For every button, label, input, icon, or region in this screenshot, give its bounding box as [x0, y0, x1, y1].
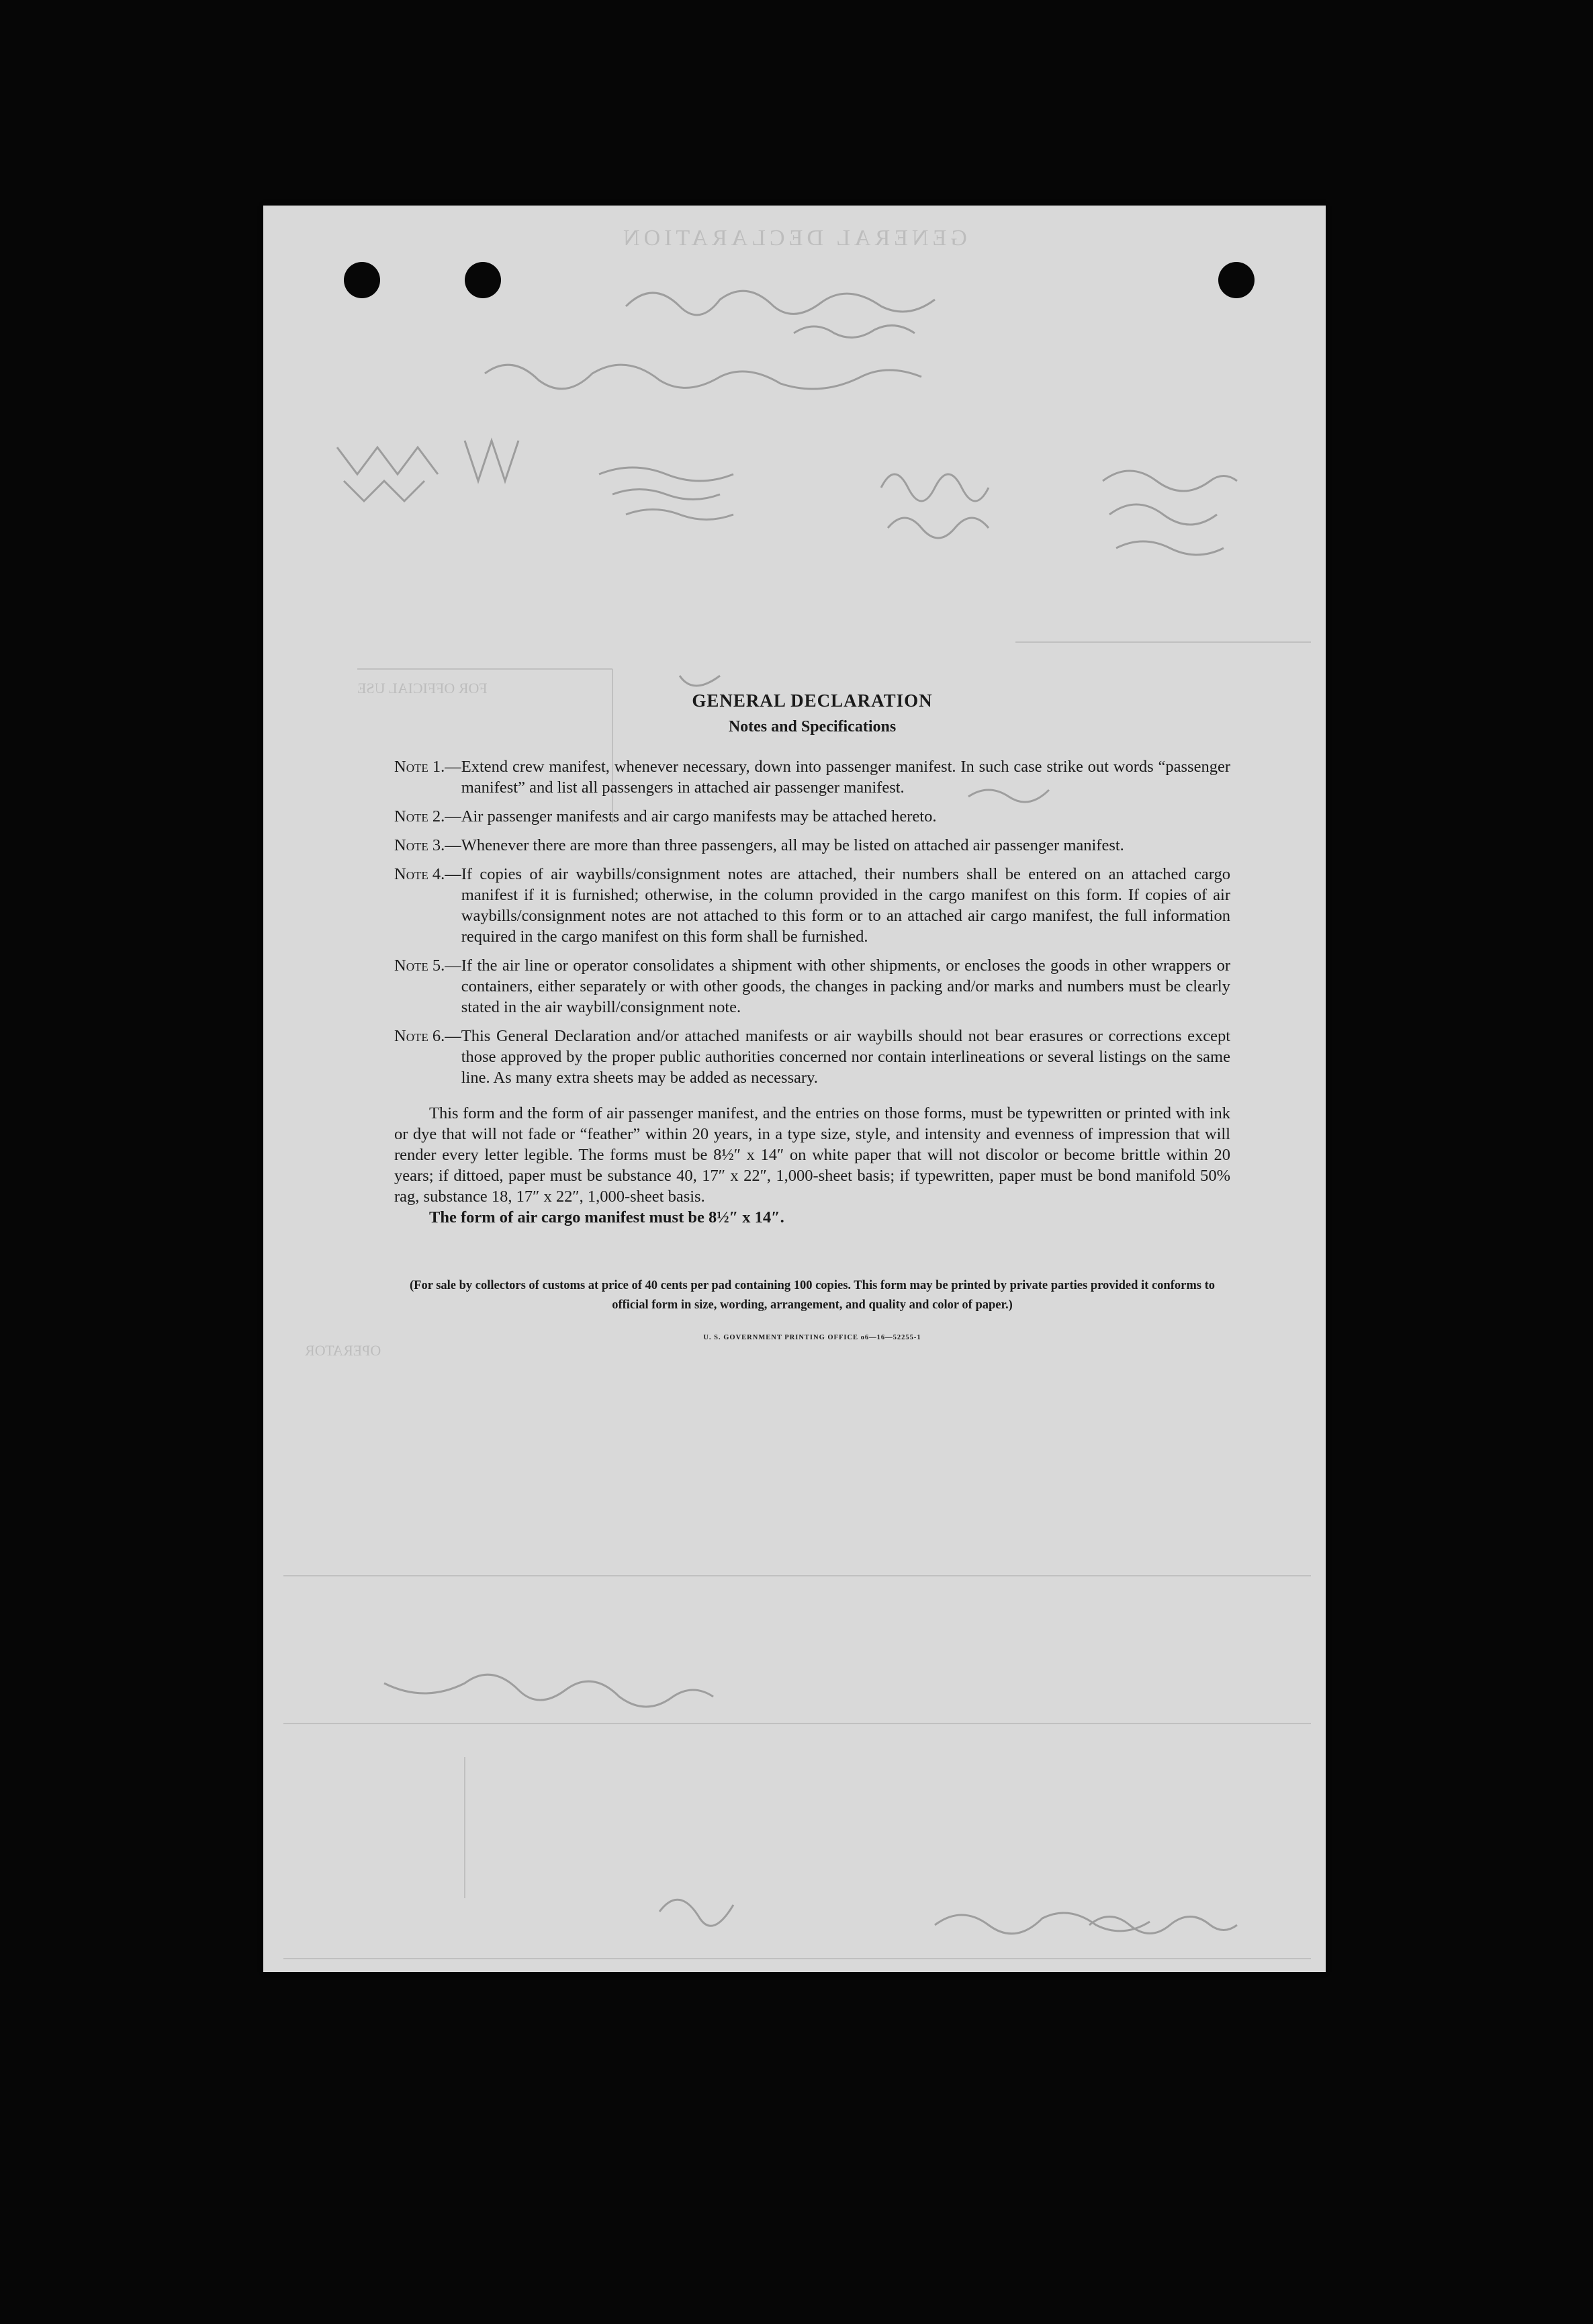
- note-2: [394, 806, 1230, 827]
- note-text: Whenever there are more than three passengers, all may be listed on attached air passenger manifest.: [461, 836, 1124, 854]
- notes-section: [394, 690, 1230, 1341]
- note-label: Note 6.—: [394, 1027, 461, 1045]
- note-4: [394, 864, 1230, 947]
- note-text: Extend crew manifest, whenever necessary, down into passenger manifest. In such case strike out words “passenger manifest” and list all passengers in attached air passenger manifest.: [461, 758, 1230, 797]
- sale-notice: (For sale by collectors of customs at price of 40 cents per pad containing 100 copies. This form may be printed by private parties provided it conforms to official form in size, wording, arrangement, and quality and color of paper.): [410, 1279, 1215, 1312]
- form-specification-paragraph: This form and the form of air passenger manifest, and the entries on those forms, must be typewritten or printed with ink or dye that will not fade or “feather” within 20 years, in a type size, style, and intensity and evenness of impression that will render every letter legible. The forms must be 8½″ x 14″ on white paper that will not discolor or become brittle within 20 years; if dittoed, paper must be substance 40, 17″ x 22″, 1,000-sheet basis; if typewritten, paper must be bond manifold 50% rag, substance 18, 17″ x 22″, 1,000-sheet basis.: [394, 1104, 1230, 1206]
- note-label: Note 3.—: [394, 836, 461, 854]
- note-text: Air passenger manifests and air cargo manifests may be attached hereto.: [461, 807, 937, 825]
- page-title: GENERAL DECLARATION: [692, 690, 933, 711]
- note-text: If copies of air waybills/consignment notes are attached, their numbers shall be entered on an attached cargo manifest if it is furnished; otherwise, in the column provided in the cargo manifest on this form. If copies of air waybills/consignment notes are not attached to this form or to an attached air cargo manifest, the full information required in the cargo manifest on this form shall be furnished.: [461, 865, 1230, 946]
- bleed-through-heading: GENERAL DECLARATION: [619, 226, 967, 251]
- document-page: [263, 206, 1326, 1972]
- bleed-through-operator: OPERATOR: [305, 1342, 381, 1359]
- cargo-manifest-size: The form of air cargo manifest must be 8½″ x 14″.: [429, 1208, 784, 1226]
- page-subtitle: Notes and Specifications: [728, 718, 897, 735]
- note-text: This General Declaration and/or attached manifests or air waybills should not bear erasures or corrections except those approved by the proper public authorities concerned nor contain interlineations or several listings on the same line. As many extra sheets may be added as necessary.: [461, 1027, 1230, 1087]
- note-label: Note 5.—: [394, 956, 461, 975]
- note-6: [394, 1026, 1230, 1088]
- bleed-through-official-use: FOR OFFICIAL USE: [357, 680, 488, 697]
- note-text: If the air line or operator consolidates a shipment with other shipments, or encloses the goods in other wrappers or containers, either separately or with other goods, the changes in packing and/or marks and numbers must be clearly stated in the air waybill/consignment note.: [461, 956, 1230, 1016]
- note-label: Note 4.—: [394, 865, 461, 883]
- note-5: [394, 955, 1230, 1018]
- printer-imprint: U. S. GOVERNMENT PRINTING OFFICE o6—16—52255-1: [703, 1334, 921, 1341]
- note-label: Note 2.—: [394, 807, 461, 825]
- note-1: [394, 756, 1230, 798]
- note-3: [394, 835, 1230, 856]
- note-label: Note 1.—: [394, 758, 461, 776]
